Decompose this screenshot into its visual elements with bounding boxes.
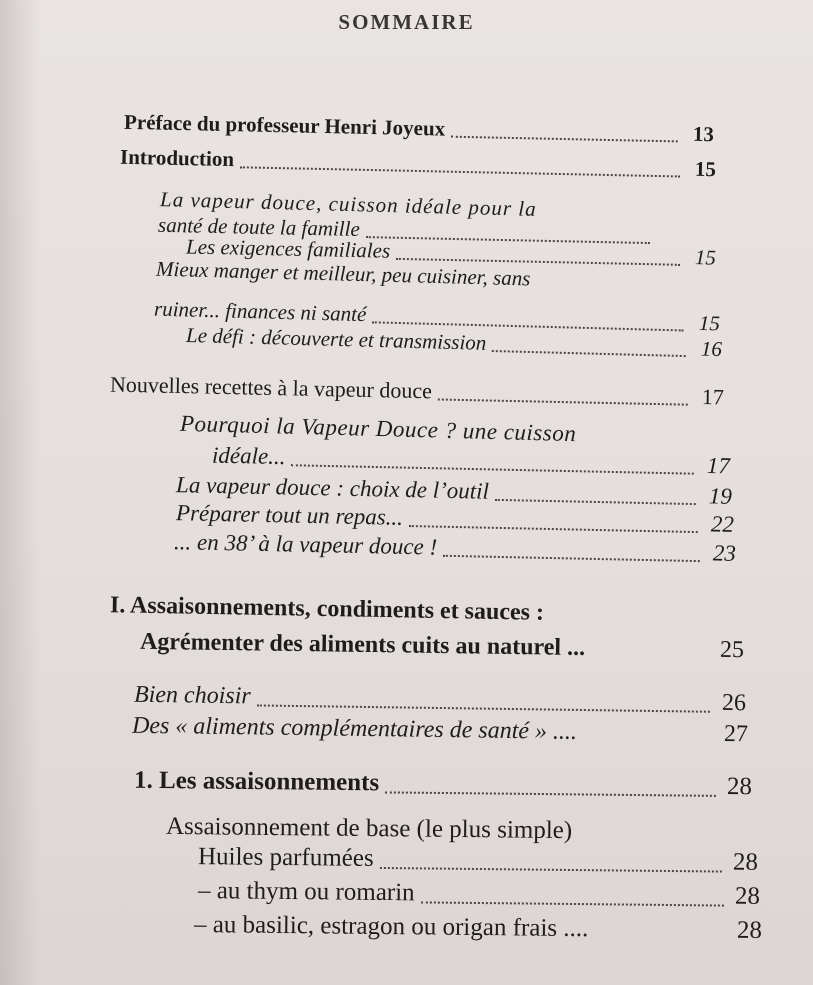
leader-dots	[291, 463, 694, 474]
toc-label: Des « aliments complémentaires de santé » ....	[131, 712, 578, 745]
toc-label: Mieux manger et meilleur, peu cuisiner, sans	[155, 256, 531, 291]
toc-page-number: 28	[726, 772, 753, 801]
toc-page-number: 23	[712, 540, 737, 566]
toc-label: La vapeur douce : choix de l’outil	[175, 472, 490, 504]
leader-dots	[380, 866, 722, 873]
leader-dots	[438, 397, 688, 405]
leader-dots	[421, 900, 724, 906]
toc-label: Le défi : découverte et transmission	[185, 322, 487, 355]
page-title: SOMMAIRE	[338, 10, 475, 34]
toc-page-number: 15	[698, 310, 721, 336]
toc-page-number: 28	[734, 882, 761, 910]
toc-section-1-line1: I. Assaisonnements, condiments et sauces :	[109, 592, 545, 626]
toc-page-number: 15	[694, 245, 717, 270]
toc-entry-huiles	[198, 843, 758, 877]
toc-label: Introduction	[119, 144, 235, 172]
toc-label: ruiner... finances ni santé	[153, 296, 367, 327]
toc-label: Bien choisir	[133, 681, 251, 710]
toc-entry-bien-choisir	[134, 682, 746, 718]
toc-page-number: 16	[700, 336, 723, 362]
leader-dots	[240, 165, 680, 177]
toc-label: Nouvelles recettes à la vapeur douce	[109, 371, 433, 404]
toc-entry-preface	[124, 110, 714, 147]
toc-entry-thym	[198, 877, 760, 911]
toc-label: – au thym ou romarin	[197, 877, 415, 907]
toc-entry-assaisonnement-base: Assaisonnement de base (le plus simple)	[165, 812, 573, 845]
toc-page-number: 17	[701, 383, 725, 410]
toc-page-number: 25	[719, 636, 745, 664]
toc-page-number: 28	[736, 916, 763, 944]
toc-label: santé de toute la famille	[157, 212, 361, 241]
toc-label: Préparer tout un repas...	[175, 500, 404, 530]
toc-page-number: 22	[710, 511, 735, 537]
toc-section-1-line2	[140, 629, 744, 664]
leader-dots	[495, 498, 696, 505]
leader-dots	[409, 524, 698, 533]
toc-label: – au basilic, estragon ou origan frais ....	[193, 911, 589, 943]
toc-label: 1. Les assaisonnements	[133, 766, 380, 797]
toc-page-number: 28	[732, 848, 759, 876]
leader-dots	[257, 703, 710, 712]
leader-dots	[451, 135, 678, 143]
toc-label: Agrémenter des aliments cuits au naturel ...	[139, 628, 586, 661]
toc-label: Les exigences familiales	[185, 234, 391, 263]
leader-dots	[385, 790, 716, 796]
toc-label: idéale...	[211, 442, 286, 470]
toc-page-number: 17	[706, 452, 731, 479]
toc-page-number: 19	[708, 483, 733, 509]
toc-entry-assaisonnements	[134, 767, 752, 801]
toc-page-number: 27	[723, 720, 749, 748]
toc-label: ... en 38’ à la vapeur douce !	[173, 529, 438, 560]
toc-entry-introduction	[120, 145, 716, 182]
leader-dots	[443, 554, 700, 562]
toc-entry-aliments-complementaires	[132, 713, 748, 749]
leader-dots	[492, 349, 686, 357]
toc-entry-pourquoi-line1: Pourquoi la Vapeur Douce ? une cuisson	[179, 410, 577, 447]
toc-label: Huiles parfumées	[197, 843, 374, 872]
toc-page-number: 13	[692, 121, 715, 147]
toc-page-number: 15	[694, 156, 717, 182]
toc-entry-vapeur-douce-line1: La vapeur douce, cuisson idéale pour la	[159, 187, 537, 221]
toc-entry-nouvelles-recettes	[110, 372, 724, 411]
toc-entry-basilic	[194, 911, 762, 945]
toc-label: Préface du professeur Henri Joyeux	[123, 109, 446, 141]
toc-page-number: 26	[721, 689, 747, 717]
